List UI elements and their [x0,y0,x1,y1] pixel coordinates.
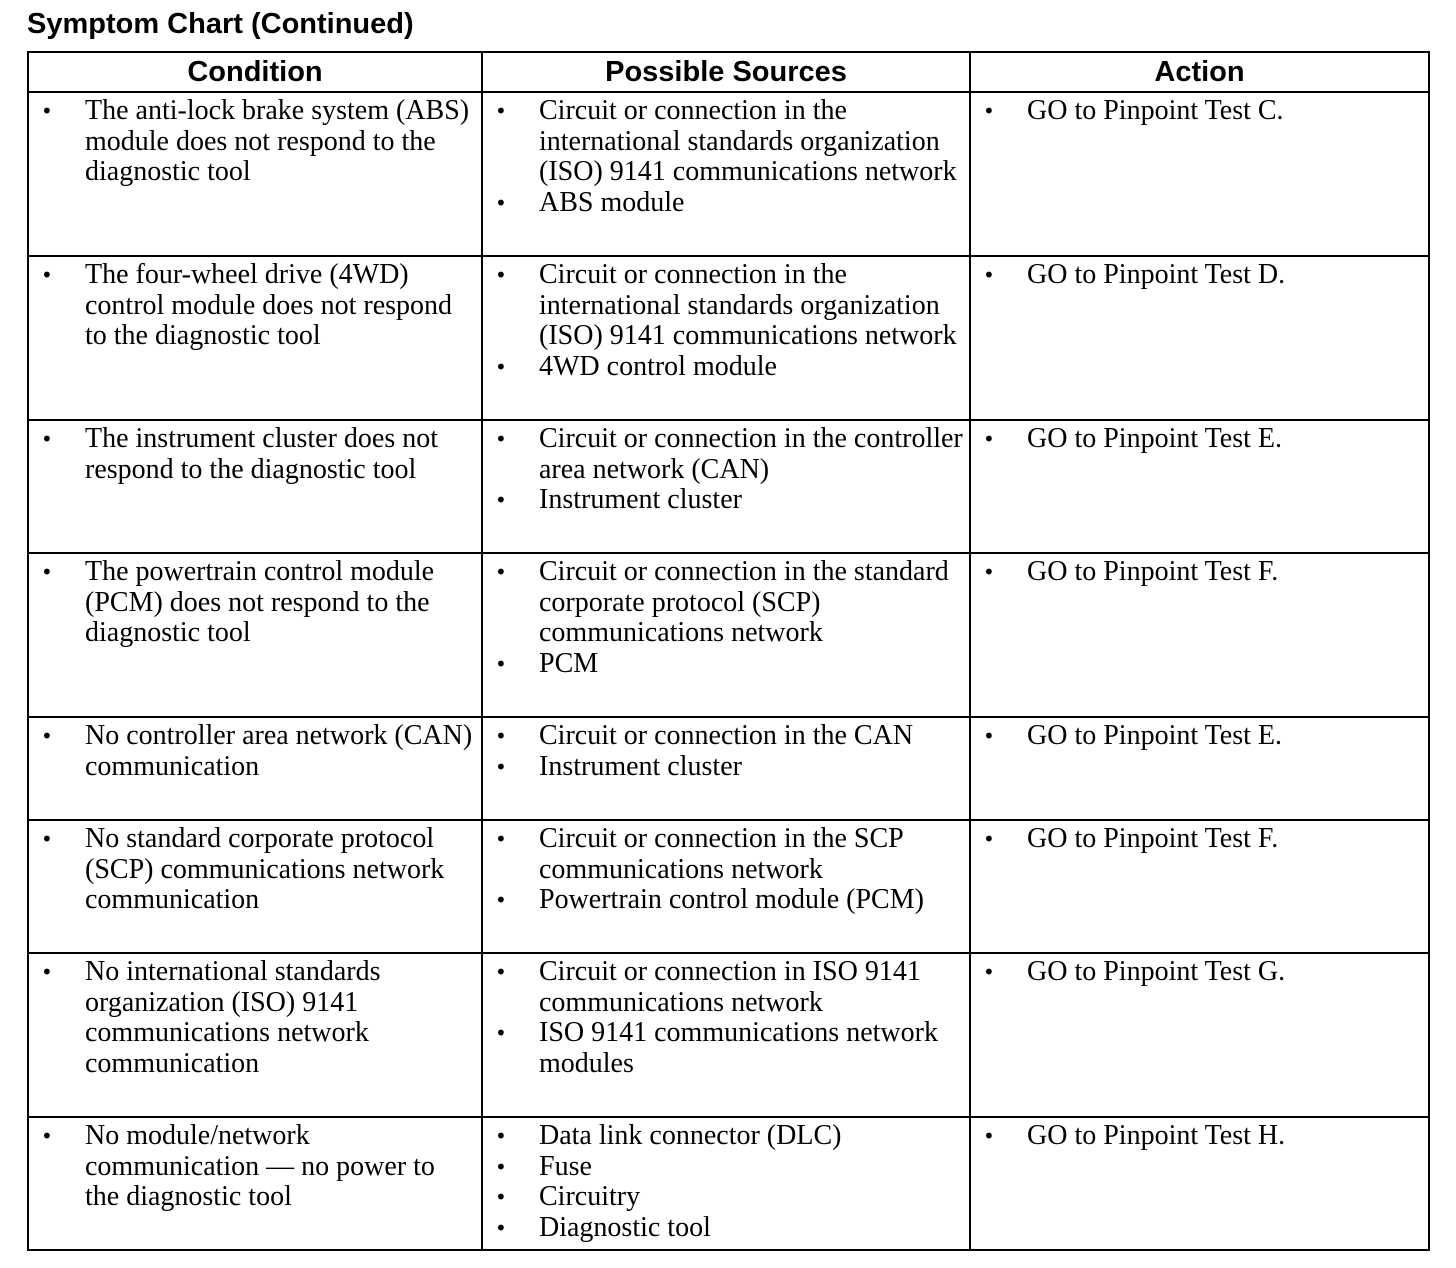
action-cell [970,820,1429,953]
list-item: • 4WD control module [493,352,963,383]
table-row [28,820,1429,953]
action-cell [970,1117,1429,1250]
condition-list [39,260,475,352]
possible-sources-list [493,957,963,1079]
table-row [28,92,1429,256]
list-item: • No module/network communication — no power to the diagnostic tool [39,1121,475,1213]
possible-sources-cell [482,953,970,1117]
possible-sources-cell [482,92,970,256]
list-item: • PCM [493,649,963,680]
possible-sources-list [493,96,963,218]
condition-list [39,424,475,485]
condition-cell [28,1117,482,1250]
action-list [981,824,1422,855]
list-item: • GO to Pinpoint Test D. [981,260,1422,291]
list-item: • Circuit or connection in the international standards organization (ISO) 9141 communications network [493,96,963,188]
possible-sources-cell [482,420,970,553]
list-item: • Circuitry [493,1182,963,1213]
table-row [28,717,1429,820]
list-item: • GO to Pinpoint Test C. [981,96,1422,127]
table-row [28,553,1429,717]
action-list [981,96,1422,127]
condition-list [39,824,475,916]
table-row [28,953,1429,1117]
table-row [28,420,1429,553]
list-item: • ABS module [493,188,963,219]
condition-cell [28,92,482,256]
list-item: • GO to Pinpoint Test F. [981,557,1422,588]
header-row [28,52,1429,92]
possible-sources-list [493,557,963,679]
list-item: • GO to Pinpoint Test F. [981,824,1422,855]
header-condition: Condition [28,52,482,92]
condition-cell [28,420,482,553]
list-item: • The powertrain control module (PCM) does not respond to the diagnostic tool [39,557,475,649]
action-cell [970,953,1429,1117]
chart-body [28,92,1429,1250]
action-list [981,557,1422,588]
possible-sources-list [493,424,963,516]
list-item: • Circuit or connection in the controller area network (CAN) [493,424,963,485]
list-item: • Circuit or connection in the CAN [493,721,963,752]
action-list [981,260,1422,291]
list-item: • Circuit or connection in the standard corporate protocol (SCP) communications network [493,557,963,649]
condition-list [39,557,475,649]
condition-list [39,96,475,188]
list-item: • No standard corporate protocol (SCP) communications network communication [39,824,475,916]
condition-cell [28,820,482,953]
action-cell [970,420,1429,553]
possible-sources-cell [482,820,970,953]
list-item: • Instrument cluster [493,485,963,516]
action-list [981,1121,1422,1152]
possible-sources-cell [482,256,970,420]
action-list [981,721,1422,752]
list-item: • GO to Pinpoint Test E. [981,721,1422,752]
list-item: • Circuit or connection in the SCP communications network [493,824,963,885]
possible-sources-cell [482,1117,970,1250]
condition-cell [28,553,482,717]
list-item: • Fuse [493,1152,963,1183]
possible-sources-list [493,824,963,916]
list-item: • The four-wheel drive (4WD) control module does not respond to the diagnostic tool [39,260,475,352]
action-list [981,957,1422,988]
table-row [28,256,1429,420]
list-item: • Diagnostic tool [493,1213,963,1244]
action-cell [970,717,1429,820]
list-item: • No controller area network (CAN) communication [39,721,475,782]
list-item: • GO to Pinpoint Test E. [981,424,1422,455]
header-possible-sources: Possible Sources [482,52,970,92]
condition-list [39,721,475,782]
list-item: • Powertrain control module (PCM) [493,885,963,916]
list-item: • The anti-lock brake system (ABS) module does not respond to the diagnostic tool [39,96,475,188]
header-action: Action [970,52,1429,92]
list-item: • Data link connector (DLC) [493,1121,963,1152]
condition-cell [28,256,482,420]
possible-sources-list [493,721,963,782]
symptom-chart-table [27,51,1430,1251]
possible-sources-list [493,1121,963,1243]
list-item: • GO to Pinpoint Test H. [981,1121,1422,1152]
list-item: • The instrument cluster does not respond to the diagnostic tool [39,424,475,485]
table-row [28,1117,1429,1250]
list-item: • Circuit or connection in ISO 9141 communications network [493,957,963,1018]
list-item: • No international standards organization (ISO) 9141 communications network communication [39,957,475,1079]
action-cell [970,553,1429,717]
possible-sources-list [493,260,963,382]
list-item: • GO to Pinpoint Test G. [981,957,1422,988]
possible-sources-cell [482,553,970,717]
page-title: Symptom Chart (Continued) [27,8,414,40]
condition-list [39,1121,475,1213]
action-cell [970,92,1429,256]
condition-cell [28,717,482,820]
action-cell [970,256,1429,420]
list-item: • Instrument cluster [493,752,963,783]
list-item: • ISO 9141 communications network modules [493,1018,963,1079]
possible-sources-cell [482,717,970,820]
condition-cell [28,953,482,1117]
condition-list [39,957,475,1079]
list-item: • Circuit or connection in the international standards organization (ISO) 9141 communications network [493,260,963,352]
action-list [981,424,1422,455]
